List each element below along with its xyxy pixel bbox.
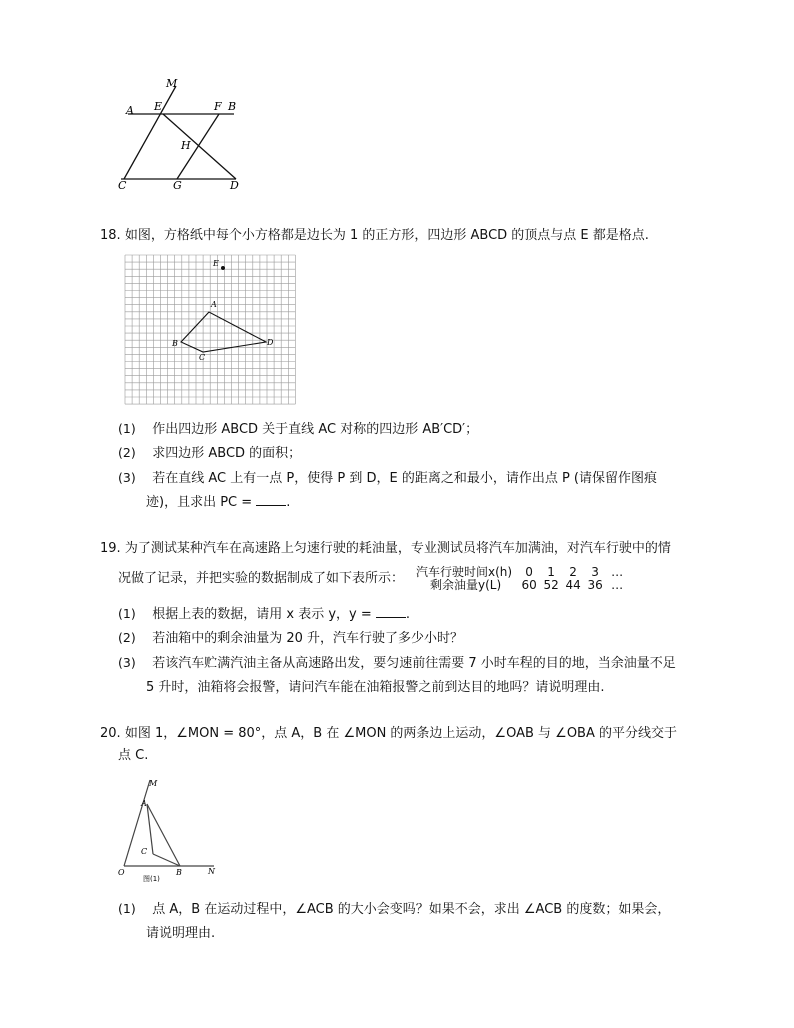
label-A: A [126,104,134,117]
table-row: 汽车行驶时间x(h) 0 1 2 3 … [416,565,624,579]
answer-blank[interactable] [376,605,406,618]
q20-number: 20. [100,726,121,741]
figure-17 [118,76,248,194]
fig18-label-E: E [213,259,219,268]
label-G: G [173,179,182,192]
fig20-caption: 图(1) [143,875,160,883]
q18-stem [100,226,649,246]
q20-stem-line1: 20. 如图 1，∠MON = 80°，点 A，B 在 ∠MON 的两条边上运动，∠OAB 与 ∠OBA 的平分线交于 [100,726,677,741]
answer-blank[interactable] [256,493,286,506]
q19-data-table [416,566,628,592]
fig20-label-A: A [141,799,147,808]
q19-stem-line2: 况做了记录，并把实验的数据制成了如下表所示： [118,571,405,586]
q18-part2: (2) 求四边形 ABCD 的面积； [118,445,302,461]
fig20-label-N: N [208,867,215,876]
label-H: H [181,139,191,152]
q19-part3: (3) 若该汽车贮满汽油主备从高速路出发，要匀速前往需要 7 小时车程的目的地，当余油量不足 [118,655,676,671]
q20-part1-cont: 请说明理由. [146,926,216,941]
label-B: B [228,100,237,113]
q20-stem-line2: 点 C. [118,748,149,763]
q19-part3-cont: 5 升时，油箱将会报警，请问汽车能在油箱报警之前到达目的地吗？请说明理由. [146,680,605,695]
q19-stem-line1: 19. 为了测试某种汽车在高速路上匀速行驶的耗油量，专业测试员将汽车加满油，对汽车行驶中的情 [100,541,671,556]
fig20-label-C: C [141,847,148,856]
label-D: D [230,179,239,192]
q19-part2: (2) 若油箱中的剩余油量为 20 升，汽车行驶了多少小时？ [118,630,464,646]
label-F: F [214,100,222,113]
fig18-label-B: B [172,339,178,348]
fig18-label-C: C [199,353,206,362]
q18-part1: (1) 作出四边形 ABCD 关于直线 AC 对称的四边形 AB′CD′； [118,421,479,437]
q19-number: 19. [100,541,121,556]
q19-part1: (1) 根据上表的数据，请用 x 表示 y，y = . [118,606,411,622]
q20-part1: (1) 点 A，B 在运动过程中，∠ACB 的大小会变吗？如果不会，求出 ∠ACB 的度数；如果会， [118,901,671,917]
q18-part3-cont: 迹)，且求出 PC = . [146,495,291,510]
label-E: E [154,100,163,113]
fig18-label-D: D [267,338,274,347]
fig20-label-B: B [176,868,182,877]
label-M: M [166,77,178,90]
q18-part3: (3) 若在直线 AC 上有一点 P，使得 P 到 D，E 的距离之和最小，请作出点 P (请保留作图痕 [118,470,657,486]
q18-number: 18. [100,228,121,243]
fig18-label-A: A [211,300,217,309]
fig20-label-O: O [118,868,125,877]
label-C: C [118,179,127,192]
fig20-label-M: M [149,779,158,788]
q18-stem-text: 如图，方格纸中每个小方格都是边长为 1 的正方形，四边形 ABCD 的顶点与点 E 都是格点. [124,228,649,243]
table-row: 剩余油量y(L) 60 52 44 36 … [430,578,624,592]
figure-18-grid [124,254,296,410]
figure-20 [114,774,224,884]
